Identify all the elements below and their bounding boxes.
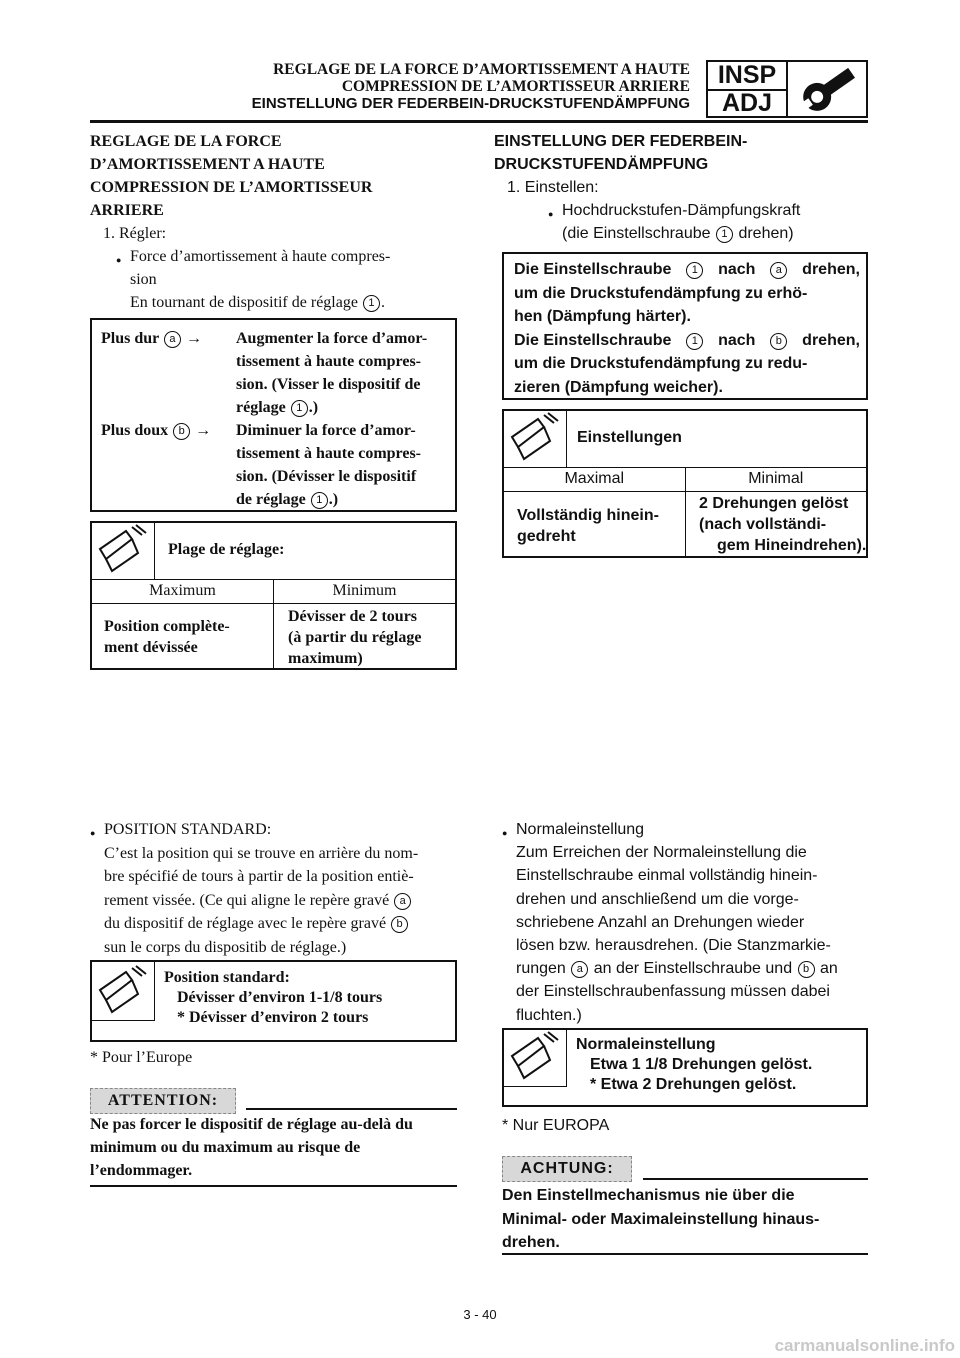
de-standard-heading: ● Normaleinstellung — [516, 821, 645, 838]
de-attention-line: Minimal- oder Maximaleinstellung hinaus- — [502, 1210, 820, 1228]
de-bullet-sub-pre: (die Einstellschraube — [562, 225, 711, 242]
fr-range-box — [90, 521, 457, 670]
fr-softer-text: de réglage — [236, 491, 306, 508]
fr-range-split — [273, 603, 274, 668]
de-bullet-line: ● Hochdruckstufen-Dämpfungskraft — [562, 202, 801, 219]
de-direction-text — [514, 258, 860, 399]
fr-harder-label — [101, 327, 202, 350]
fr-min-line: (à partir du réglage — [288, 629, 422, 646]
de-range-min — [699, 493, 866, 556]
de-dir-line — [514, 258, 860, 282]
mark-a: a — [571, 961, 588, 978]
de-dir-text: nach — [718, 331, 756, 349]
de-attention-line: drehen. — [502, 1234, 560, 1251]
watermark: carmanualsonline.info — [774, 1336, 955, 1355]
fr-range-min — [288, 606, 421, 669]
de-min-line: (nach vollständi- — [699, 516, 827, 533]
de-attention-rule-bottom — [502, 1253, 868, 1255]
fr-harder-desc — [236, 327, 427, 419]
wrench-icon — [504, 1030, 567, 1087]
de-max-line: Vollständig hinein- — [517, 507, 659, 524]
de-attention-text — [502, 1184, 819, 1255]
de-step-1: 1. Einstellen: — [507, 179, 599, 196]
header-line-1: REGLAGE DE LA FORCE D’AMORTISSEMENT A HAUTE — [273, 61, 690, 78]
header-underline — [90, 120, 868, 123]
fr-harder-line — [236, 396, 427, 419]
wrench-icon — [92, 962, 155, 1021]
fr-standard-box-title: Position standard: — [164, 969, 290, 986]
de-dir-text: Die Einstellschraube — [514, 331, 672, 349]
de-standard — [516, 818, 868, 1027]
de-dir-line: zieren (Dämpfung weicher). — [514, 378, 723, 396]
fr-bullet-1 — [130, 245, 390, 314]
de-dir-text: Die Einstellschraube — [514, 261, 672, 278]
de-europe-note: * Nur EUROPA — [502, 1117, 610, 1134]
fr-softer-label — [101, 419, 211, 442]
de-standard-line: Zum Erreichen der Normaleinstellung die — [516, 844, 807, 862]
fr-standard-line — [104, 912, 458, 936]
de-attention-line: Den Einstellmechanismus nie über die — [502, 1187, 795, 1204]
fr-attention-line: Ne pas forcer le dispositif de réglage au-delà du — [90, 1116, 413, 1133]
fr-harder-line: tissement à haute compres- — [236, 353, 422, 370]
de-dir-line — [514, 329, 860, 353]
fr-harder-text: réglage — [236, 399, 286, 416]
de-min-line: 2 Drehungen gelöst — [699, 495, 849, 512]
de-standard-line: fluchten.) — [516, 1006, 582, 1024]
de-direction-box — [502, 252, 868, 400]
fr-attention-text — [90, 1113, 413, 1182]
fr-europe-note: * Pour l’Europe — [90, 1049, 193, 1066]
fr-title-line: COMPRESSION DE L’AMORTISSEUR — [90, 179, 373, 196]
mark-b: b — [173, 423, 190, 440]
fr-bullet-line: ● Force d’amortissement à haute compres- — [130, 248, 391, 265]
mark-1: 1 — [686, 333, 703, 350]
fr-col-min: Minimum — [332, 582, 397, 599]
fr-col-max: Maximum — [92, 579, 274, 603]
arrow: → — [195, 422, 212, 439]
fr-attention-rule-top — [246, 1108, 457, 1110]
de-standard-box-line: Etwa 1 1/8 Drehungen gelöst. — [590, 1056, 813, 1073]
de-title-line: EINSTELLUNG DER FEDERBEIN- — [494, 133, 748, 150]
mark-1: 1 — [291, 400, 308, 417]
fr-max-line: Position complète- — [104, 618, 230, 635]
fr-standard-box-line: * Dévisser d’environ 2 tours — [177, 1009, 369, 1026]
fr-softer-desc — [236, 419, 421, 511]
fr-standard-box-line: Dévisser d’environ 1-1/8 tours — [177, 989, 383, 1006]
badge-top-text: INSP — [708, 62, 786, 91]
fr-direction-box — [90, 318, 457, 512]
fr-attention-rule-bottom — [90, 1185, 457, 1187]
fr-harder-text: Plus dur — [101, 330, 159, 347]
mark-1: 1 — [311, 492, 328, 509]
de-standard-line — [516, 957, 868, 980]
mark-a: a — [394, 893, 411, 910]
de-dir-text: drehen, — [802, 331, 860, 349]
de-standard-text: an der Einstellschraube und — [593, 960, 793, 978]
mark-b: b — [391, 916, 408, 933]
fr-bullet-sub-text: En tournant de dispositif de réglage — [130, 294, 358, 311]
de-standard-box-text — [576, 1035, 812, 1095]
fr-attention-label: ATTENTION: — [90, 1088, 236, 1114]
fr-harder-line: Augmenter la force d’amor- — [236, 330, 428, 347]
de-standard-box — [502, 1028, 868, 1107]
inspection-badge — [706, 60, 788, 118]
de-range-box — [502, 409, 868, 558]
de-range-max — [517, 505, 659, 547]
de-attention-rule-top — [643, 1178, 868, 1180]
fr-attention-line: minimum ou du maximum au risque de — [90, 1139, 361, 1156]
de-standard-line: drehen und anschließend um die vorge- — [516, 890, 799, 908]
wrench-icon — [504, 411, 567, 467]
fr-softer-end: .) — [328, 491, 339, 508]
fr-bullet-sub: En tournant de dispositif de réglage 1 . — [130, 294, 385, 311]
page-number: 3 - 40 — [463, 1307, 497, 1322]
fr-softer-line: Diminuer la force d’amor- — [236, 422, 416, 439]
de-standard-line: lösen bzw. herausdrehen. (Die Stanzmarkie- — [516, 937, 831, 955]
fr-standard-box — [90, 960, 457, 1042]
fr-range-title: Plage de réglage: — [168, 541, 285, 558]
header-line-2: COMPRESSION DE L’AMORTISSEUR ARRIERE — [341, 78, 690, 95]
de-col-min: Minimal — [748, 470, 804, 487]
fr-step-1: 1. Régler: — [103, 225, 167, 242]
fr-bullet-line: sion — [130, 271, 157, 288]
de-dir-text: nach — [718, 261, 756, 278]
fr-standard — [104, 818, 458, 960]
fr-attention-line: l’endommager. — [90, 1162, 193, 1179]
fr-standard-line: bre spécifié de tours à partir de la position entiè- — [104, 868, 414, 886]
de-dir-line: um die Druckstufendämpfung zu erhö- — [514, 284, 808, 302]
de-range-colheaders — [504, 467, 866, 492]
fr-range-colheaders — [92, 579, 455, 604]
de-bullet-sub — [562, 222, 800, 245]
de-standard-line: schriebene Anzahl an Drehungen wieder — [516, 913, 805, 931]
fr-standard-heading: ● POSITION STANDARD: — [104, 821, 272, 838]
fr-title-line: D’AMORTISSEMENT A HAUTE — [90, 156, 325, 173]
de-standard-line: Einstellschraube einmal vollständig hinein- — [516, 867, 818, 885]
de-standard-text: rungen — [516, 960, 566, 978]
fr-harder-end: .) — [308, 399, 319, 416]
mark-a: a — [164, 331, 181, 348]
fr-harder-line: sion. (Visser le dispositif de — [236, 376, 421, 393]
de-standard-line: der Einstellschraubenfassung müssen dabei — [516, 983, 830, 1001]
mark-1: 1 — [686, 262, 703, 279]
fr-softer-text: Plus doux — [101, 422, 169, 439]
fr-standard-line: sun le corps du dispositib de réglage.) — [104, 938, 347, 956]
fr-title — [90, 130, 372, 222]
header-line-3: EINSTELLUNG DER FEDERBEIN-DRUCKSTUFENDÄMPFUNG — [251, 95, 690, 112]
de-col-max: Maximal — [504, 467, 686, 491]
arrow: → — [185, 330, 202, 347]
fr-range-max — [104, 616, 230, 658]
de-standard-text: an — [820, 960, 838, 978]
de-bullet-sub-post: drehen) — [738, 225, 794, 242]
mark-1: 1 — [716, 226, 733, 243]
fr-standard-box-text — [164, 968, 382, 1028]
de-title — [494, 130, 747, 176]
de-dir-line: hen (Dämpfung härter). — [514, 308, 691, 325]
fr-standard-line: C’est la position qui se trouve en arrière du nom- — [104, 844, 419, 862]
de-min-line: gem Hineindrehen). — [717, 537, 867, 554]
de-standard-box-line: * Etwa 2 Drehungen gelöst. — [590, 1076, 797, 1093]
fr-max-line: ment dévissée — [104, 639, 198, 656]
mark-b: b — [770, 333, 787, 350]
de-max-line: gedreht — [517, 528, 576, 545]
de-title-line: DRUCKSTUFENDÄMPFUNG — [494, 156, 709, 173]
mark-a: a — [770, 262, 787, 279]
fr-min-line: Dévisser de 2 tours — [288, 608, 418, 625]
mark-b: b — [798, 961, 815, 978]
fr-softer-line — [236, 488, 421, 511]
de-attention-label: ACHTUNG: — [502, 1156, 632, 1182]
fr-standard-line — [104, 889, 458, 913]
page-header — [90, 60, 868, 124]
de-standard-box-title: Normaleinstellung — [576, 1036, 716, 1053]
wrench-icon — [788, 60, 868, 118]
de-range-split — [685, 491, 686, 556]
fr-standard-text: rement vissée. (Ce qui aligne le repère gravé — [104, 891, 390, 909]
de-dir-line: um die Druckstufendämpfung zu redu- — [514, 355, 808, 372]
fr-softer-line: sion. (Dévisser le dispositif — [236, 468, 417, 485]
mark-1: 1 — [363, 295, 380, 312]
fr-softer-line: tissement à haute compres- — [236, 445, 422, 462]
wrench-icon — [92, 523, 155, 579]
fr-standard-text: du dispositif de réglage avec le repère gravé — [104, 915, 387, 933]
fr-title-line: ARRIERE — [90, 202, 164, 219]
fr-title-line: REGLAGE DE LA FORCE — [90, 133, 282, 150]
de-dir-text: drehen, — [802, 261, 860, 278]
badge-bottom-text: ADJ — [721, 89, 772, 117]
de-range-title: Einstellungen — [577, 429, 682, 446]
de-bullet-1 — [562, 199, 800, 245]
fr-min-line: maximum) — [288, 650, 363, 667]
